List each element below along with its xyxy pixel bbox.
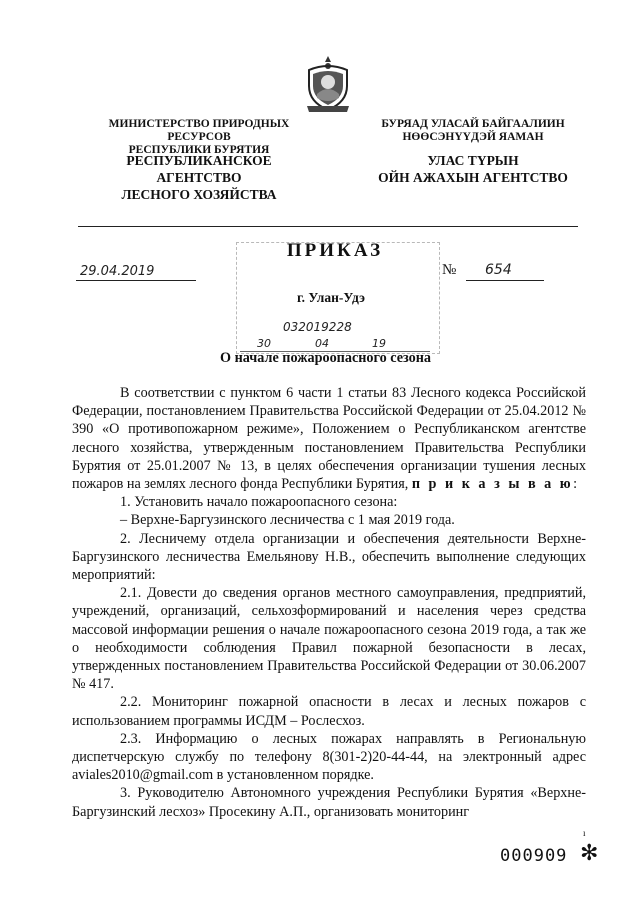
agency-line-2: ЛЕСНОГО ХОЗЯЙСТВА bbox=[121, 187, 277, 202]
order-number-label: № bbox=[442, 262, 457, 278]
item-1-sub: – Верхне-Баргузинского лесничества с 1 мая 2019 года. bbox=[120, 512, 455, 529]
registration-month: 04 bbox=[315, 337, 329, 350]
item-1: 1. Установить начало пожароопасного сезона: bbox=[120, 494, 398, 511]
ministry-line-2: РЕСПУБЛИКИ БУРЯТИЯ bbox=[128, 144, 270, 156]
item-2: 2. Лесничему отдела организации и обеспечения деятельности Верхне-Баргузинского лесничества Емельянову Н.В., обеспечить выполнение следующих мероприятий: bbox=[72, 530, 586, 584]
intro-text: В соответствии с пунктом 6 части 1 статьи 83 Лесного кодекса Российской Федерации, постановлением Правительства Российской Федерации от 25.04.2012 № 390 «О противопожарном режиме», Положением о Республиканском агентстве лесного хозяйства, утвержденным постановлением Правительства Республики Бурятия от 25.01.2007 № 13, в целях обеспечения организации тушения лесных пожаров на землях лесного фонда Республики Бурятия, bbox=[72, 385, 586, 493]
asterisk-mark: ✻ bbox=[580, 840, 599, 865]
order-colon: : bbox=[573, 476, 578, 493]
item-2-1: 2.1. Довести до сведения органов местного самоуправления, предприятий, учреждений, организаций, сельхозформирований и населения через средства массовой информации решения о начале пожароопасного сезона 2019 года, а так же о необходимости соблюдения Правил пожарной безопасности в лесах, утвержденных постановлением Правительства Российской Федерации от 30.06.2007 № 417. bbox=[72, 585, 586, 693]
agency-bua-line-2: ОЙН АЖАХЫН АГЕНТСТВО bbox=[378, 170, 568, 185]
item-2-2: 2.2. Мониторинг пожарной опасности в лесах и лесных пожаров с использованием программы ИСДМ – Рослесхоз. bbox=[72, 694, 586, 729]
ministry-bua-line-1: БУРЯАД УЛАСАЙ БАЙГААЛИИН bbox=[381, 118, 565, 130]
registration-number: 032019228 bbox=[283, 320, 352, 334]
item-3: 3. Руководителю Автономного учреждения Республики Бурятия «Верхне-Баргузинский лесхоз» Просекину А.П., организовать мониторинг bbox=[72, 785, 586, 820]
footer-tick-mark: ı bbox=[583, 828, 586, 838]
registration-year: 19 bbox=[372, 337, 386, 350]
document-serial-number: 000909 bbox=[500, 846, 568, 866]
city: г. Улан-Удэ bbox=[297, 290, 365, 305]
order-body bbox=[72, 384, 586, 821]
agency-name-bua bbox=[368, 152, 578, 186]
ministry-bua-line-2: НӨӨСЭНҮҮДЭЙ ЯАМАН bbox=[402, 131, 544, 143]
ministry-line-1: МИНИСТЕРСТВО ПРИРОДНЫХ РЕСУРСОВ bbox=[108, 118, 290, 143]
registration-day: 30 bbox=[257, 337, 271, 350]
agency-name-ru bbox=[84, 152, 314, 203]
item-2-3: 2.3. Информацию о лесных пожарах направлять в Региональную диспетчерскую службу по телефону 8(301-2)20-44-44, на электронный адрес aviales2010@gmail.com в установленном порядке. bbox=[72, 730, 586, 784]
date-underline bbox=[76, 280, 196, 281]
order-date: 29.04.2019 bbox=[80, 264, 155, 279]
ministry-name-bua bbox=[368, 118, 578, 144]
coat-of-arms-emblem bbox=[303, 54, 353, 114]
intro-paragraph bbox=[72, 384, 586, 493]
order-title: ПРИКАЗ bbox=[286, 240, 384, 261]
agency-line-1: РЕСПУБЛИКАНСКОЕ АГЕНТСТВО bbox=[126, 153, 272, 185]
number-underline bbox=[466, 280, 544, 281]
agency-bua-line-1: УЛАС ТҮРЫН bbox=[427, 153, 519, 168]
order-subject: О начале пожароопасного сезона bbox=[220, 350, 431, 366]
header-divider bbox=[78, 226, 578, 227]
order-word: п р и к а з ы в а ю bbox=[411, 476, 574, 493]
order-number: 654 bbox=[485, 262, 512, 278]
